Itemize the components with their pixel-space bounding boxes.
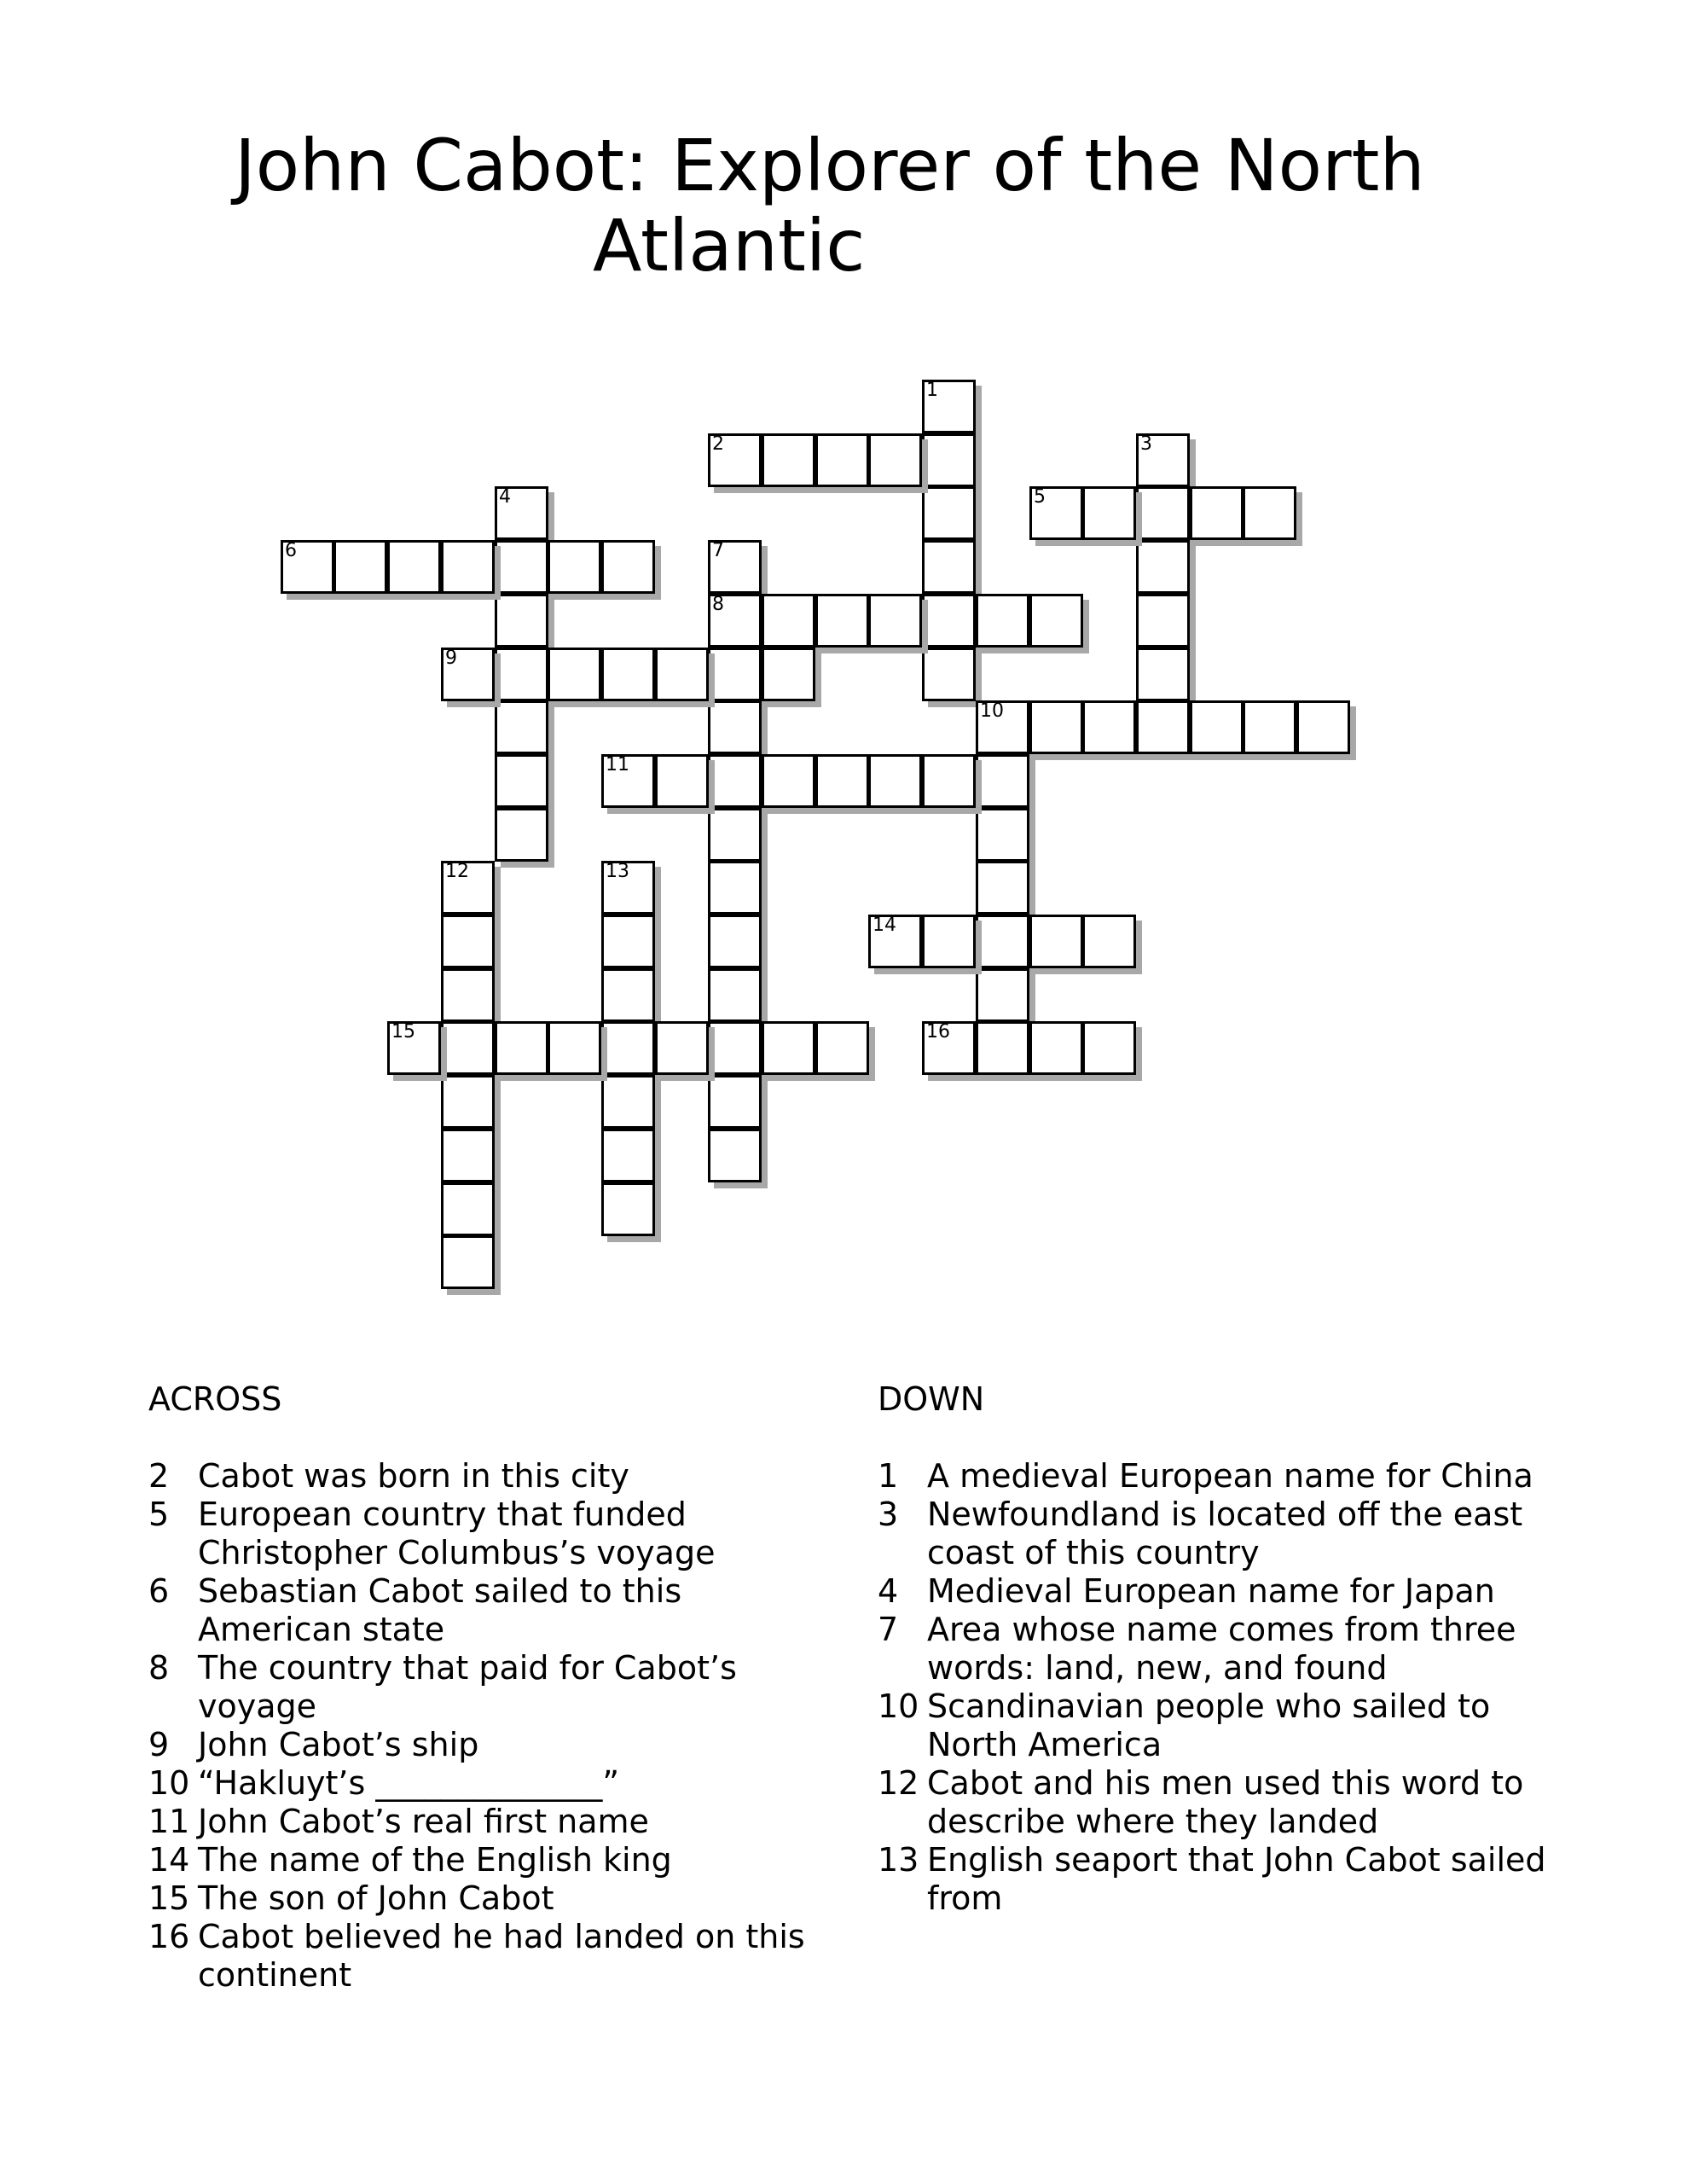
- crossword-cell[interactable]: [762, 1021, 815, 1075]
- crossword-cell[interactable]: [708, 433, 762, 487]
- crossword-cell[interactable]: [815, 594, 869, 648]
- clue-number: 8: [712, 594, 724, 615]
- clue-num: 7: [878, 1611, 899, 1648]
- down-clue: [878, 1841, 1586, 1918]
- crossword-cell[interactable]: [548, 648, 601, 701]
- crossword-cell[interactable]: [441, 1021, 495, 1075]
- crossword-cell[interactable]: [601, 648, 655, 701]
- crossword-cell[interactable]: [922, 1021, 976, 1075]
- crossword-cell[interactable]: [387, 1021, 441, 1075]
- crossword-cell[interactable]: [601, 915, 655, 968]
- clue-text: Scandinavian people who sailed to North America: [927, 1687, 1491, 1763]
- crossword-cell[interactable]: [1243, 486, 1296, 540]
- clue-text: Sebastian Cabot sailed to this American state: [198, 1572, 682, 1648]
- across-clue: [148, 1764, 831, 1803]
- down-clues: [878, 1380, 1586, 1918]
- crossword-cell[interactable]: [976, 915, 1029, 968]
- clue-text: John Cabot’s ship: [198, 1726, 479, 1763]
- crossword-cell[interactable]: [1190, 700, 1244, 754]
- clue-text: The country that paid for Cabot’s voyage: [198, 1649, 737, 1725]
- crossword-cell[interactable]: [495, 700, 548, 754]
- clue-number: 5: [1034, 486, 1046, 508]
- clue-number: 11: [606, 754, 629, 775]
- clue-text: Newfoundland is located off the east coast of this country: [927, 1496, 1523, 1571]
- crossword-cell[interactable]: [441, 861, 495, 915]
- crossword-cell[interactable]: [1136, 540, 1190, 594]
- crossword-cell[interactable]: [495, 1021, 548, 1075]
- crossword-cell[interactable]: [708, 1021, 762, 1075]
- crossword-cell[interactable]: [922, 648, 976, 701]
- crossword-cell[interactable]: [1082, 915, 1136, 968]
- crossword-cell[interactable]: [441, 915, 495, 968]
- crossword-cell[interactable]: [708, 808, 762, 862]
- clue-number: 10: [980, 700, 1004, 722]
- clue-text: Medieval European name for Japan: [927, 1572, 1495, 1610]
- clue-text: Cabot and his men used this word to describe where they landed: [927, 1764, 1524, 1840]
- clue-num: 14: [148, 1841, 190, 1879]
- down-clue: [878, 1611, 1586, 1687]
- crossword-cell[interactable]: [976, 754, 1029, 808]
- crossword-cell[interactable]: [1136, 486, 1190, 540]
- clue-text: Cabot believed he had landed on this continent: [198, 1918, 805, 1994]
- clue-num: 16: [148, 1918, 190, 1955]
- crossword-cell[interactable]: [922, 915, 976, 968]
- crossword-cell[interactable]: [868, 754, 922, 808]
- crossword-cell[interactable]: [1136, 594, 1190, 648]
- down-heading: DOWN: [878, 1380, 985, 1418]
- crossword-cell[interactable]: [441, 1075, 495, 1129]
- crossword-cell[interactable]: [495, 648, 548, 701]
- clue-num: 4: [878, 1572, 899, 1610]
- crossword-cell[interactable]: [441, 1182, 495, 1236]
- crossword-cell[interactable]: [976, 1021, 1029, 1075]
- clue-num: 15: [148, 1879, 190, 1917]
- crossword-cell[interactable]: [708, 915, 762, 968]
- crossword-cell[interactable]: [976, 861, 1029, 915]
- crossword-cell[interactable]: [1082, 486, 1136, 540]
- clue-number: 9: [445, 648, 457, 669]
- crossword-cell[interactable]: [601, 861, 655, 915]
- crossword-cell[interactable]: [495, 754, 548, 808]
- across-clue: [148, 1496, 831, 1572]
- clue-num: 6: [148, 1572, 170, 1610]
- across-clue: [148, 1841, 831, 1879]
- crossword-cell[interactable]: [922, 433, 976, 487]
- crossword-cell[interactable]: [1136, 433, 1190, 487]
- crossword-cell[interactable]: [1029, 486, 1083, 540]
- crossword-cell[interactable]: [1296, 700, 1350, 754]
- crossword-cell[interactable]: [601, 968, 655, 1022]
- down-clue-list: [878, 1457, 1586, 1918]
- clue-text: Area whose name comes from three words: land, new, and found: [927, 1611, 1516, 1687]
- crossword-cell[interactable]: [601, 540, 655, 594]
- crossword-cell[interactable]: [976, 968, 1029, 1022]
- crossword-cell[interactable]: [387, 540, 441, 594]
- crossword-cell[interactable]: [655, 1021, 709, 1075]
- crossword-cell[interactable]: [815, 754, 869, 808]
- clue-number: 3: [1140, 433, 1152, 455]
- clue-text: The name of the English king: [198, 1841, 672, 1879]
- crossword-cell[interactable]: [601, 1182, 655, 1236]
- crossword-cell[interactable]: [708, 594, 762, 648]
- crossword-cell[interactable]: [1136, 700, 1190, 754]
- crossword-cell[interactable]: [601, 1129, 655, 1182]
- clue-num: 10: [878, 1687, 919, 1725]
- puzzle-title-line-2: Atlantic: [593, 204, 866, 288]
- crossword-cell[interactable]: [281, 540, 334, 594]
- crossword-cell[interactable]: [655, 754, 709, 808]
- across-clue: [148, 1803, 831, 1841]
- clue-number: 12: [445, 861, 469, 882]
- across-clue: [148, 1726, 831, 1764]
- crossword-cell[interactable]: [922, 380, 976, 433]
- down-clue: [878, 1572, 1586, 1611]
- clue-text: A medieval European name for China: [927, 1457, 1533, 1495]
- crossword-cell[interactable]: [922, 486, 976, 540]
- clue-num: 11: [148, 1803, 190, 1840]
- clue-num: 9: [148, 1726, 170, 1763]
- crossword-cell[interactable]: [495, 808, 548, 862]
- across-clue: [148, 1572, 831, 1649]
- clue-num: 10: [148, 1764, 190, 1802]
- clue-num: 12: [878, 1764, 919, 1802]
- crossword-cell[interactable]: [495, 486, 548, 540]
- crossword-cell[interactable]: [333, 540, 387, 594]
- crossword-cell[interactable]: [1029, 700, 1083, 754]
- clue-number: 14: [872, 915, 896, 936]
- crossword-cell[interactable]: [762, 648, 815, 701]
- crossword-cell[interactable]: [441, 648, 495, 701]
- down-clue: [878, 1457, 1586, 1496]
- crossword-cell[interactable]: [1082, 700, 1136, 754]
- crossword-cell[interactable]: [762, 754, 815, 808]
- clue-number: 13: [606, 861, 629, 882]
- clue-number: 15: [391, 1021, 415, 1043]
- across-clue-list: [148, 1457, 831, 1995]
- crossword-cell[interactable]: [601, 1075, 655, 1129]
- clue-num: 8: [148, 1649, 170, 1687]
- crossword-cell[interactable]: [441, 1235, 495, 1289]
- crossword-cell[interactable]: [922, 754, 976, 808]
- crossword-cell[interactable]: [976, 808, 1029, 862]
- crossword-cell[interactable]: [868, 594, 922, 648]
- crossword-cell[interactable]: [708, 1075, 762, 1129]
- crossword-cell[interactable]: [708, 968, 762, 1022]
- crossword-cell[interactable]: [1029, 594, 1083, 648]
- across-heading: ACROSS: [148, 1380, 282, 1418]
- crossword-cell[interactable]: [868, 433, 922, 487]
- down-clue: [878, 1687, 1586, 1764]
- clue-text: English seaport that John Cabot sailed from: [927, 1841, 1546, 1917]
- down-clue: [878, 1496, 1586, 1572]
- crossword-cell[interactable]: [1082, 1021, 1136, 1075]
- clue-number: 4: [499, 486, 511, 508]
- crossword-cell[interactable]: [976, 700, 1029, 754]
- clue-num: 2: [148, 1457, 170, 1495]
- crossword-cell[interactable]: [601, 1021, 655, 1075]
- across-clue: [148, 1649, 831, 1726]
- crossword-cell[interactable]: [815, 433, 869, 487]
- crossword-cell[interactable]: [708, 648, 762, 701]
- clue-number: 7: [712, 540, 724, 561]
- crossword-cell[interactable]: [1029, 915, 1083, 968]
- crossword-cell[interactable]: [708, 861, 762, 915]
- clue-text: “Hakluyt’s ______________”: [198, 1764, 620, 1802]
- clue-text: European country that funded Christopher Columbus’s voyage: [198, 1496, 716, 1571]
- crossword-cell[interactable]: [1136, 648, 1190, 701]
- crossword-cell[interactable]: [762, 594, 815, 648]
- crossword-cell[interactable]: [548, 1021, 601, 1075]
- crossword-cell[interactable]: [441, 1129, 495, 1182]
- clue-number: 6: [285, 540, 297, 561]
- crossword-cell[interactable]: [1190, 486, 1244, 540]
- crossword-cell[interactable]: [922, 594, 976, 648]
- across-clue: [148, 1879, 831, 1918]
- crossword-cell[interactable]: [495, 594, 548, 648]
- clue-text: The son of John Cabot: [198, 1879, 554, 1917]
- crossword-cell[interactable]: [441, 540, 495, 594]
- clue-text: John Cabot’s real first name: [198, 1803, 649, 1840]
- crossword-cell[interactable]: [548, 540, 601, 594]
- across-clue: [148, 1918, 831, 1995]
- crossword-cell[interactable]: [922, 540, 976, 594]
- clue-num: 5: [148, 1496, 170, 1533]
- clue-num: 3: [878, 1496, 899, 1533]
- crossword-cell[interactable]: [708, 540, 762, 594]
- clue-number: 2: [712, 433, 724, 455]
- crossword-cell[interactable]: [1243, 700, 1296, 754]
- clue-num: 13: [878, 1841, 919, 1879]
- across-clue: [148, 1457, 831, 1496]
- crossword-cell[interactable]: [495, 540, 548, 594]
- crossword-cell[interactable]: [601, 754, 655, 808]
- clue-number: 16: [926, 1021, 950, 1043]
- crossword-cell[interactable]: [441, 968, 495, 1022]
- crossword-cell[interactable]: [762, 433, 815, 487]
- down-clue: [878, 1764, 1586, 1841]
- crossword-cell[interactable]: [708, 754, 762, 808]
- crossword-cell[interactable]: [976, 594, 1029, 648]
- crossword-cell[interactable]: [655, 648, 709, 701]
- crossword-cell[interactable]: [1029, 1021, 1083, 1075]
- puzzle-title-line-1: John Cabot: Explorer of the North: [235, 124, 1425, 207]
- clue-number: 1: [926, 380, 938, 401]
- crossword-cell[interactable]: [708, 700, 762, 754]
- clue-text: Cabot was born in this city: [198, 1457, 629, 1495]
- crossword-cell[interactable]: [868, 915, 922, 968]
- crossword-cell[interactable]: [708, 1129, 762, 1182]
- across-clues: [148, 1380, 831, 1995]
- clue-num: 1: [878, 1457, 899, 1495]
- crossword-cell[interactable]: [815, 1021, 869, 1075]
